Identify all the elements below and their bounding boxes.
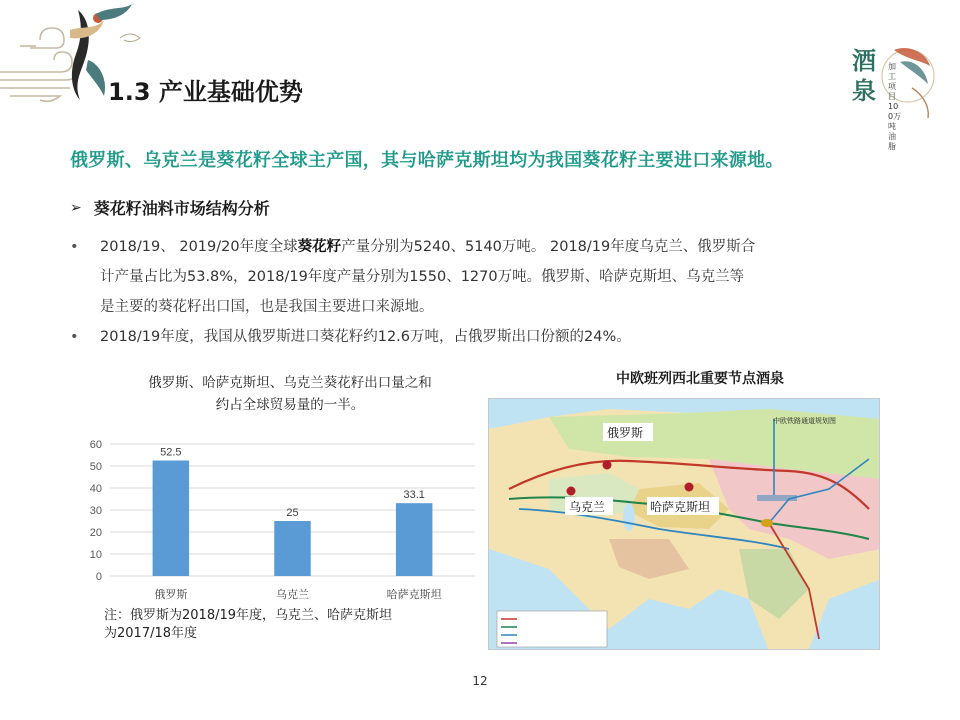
bar-value-label: 25	[286, 507, 299, 519]
y-tick-label: 40	[89, 483, 102, 495]
logo-text: 酒泉	[852, 46, 876, 105]
bullet-line: 计产量占比为53.8%，2018/19年度产量分别为1550、1270万吨。俄罗斯、哈萨克斯坦、乌克兰等	[100, 269, 745, 285]
bar-value-label: 33.1	[403, 489, 425, 502]
logo-subtext: 加工项目 100万吨油脂	[888, 62, 902, 151]
page-number: 12	[472, 674, 488, 688]
bar	[153, 461, 190, 577]
chart-caption: 俄罗斯、哈萨克斯坦、乌克兰葵花籽出口量之和 约占全球贸易量的一半。	[148, 375, 432, 413]
arrow-bullet-icon: ➢	[70, 199, 82, 216]
x-category-label: 哈萨克斯坦	[386, 589, 442, 601]
cloud-ornament-icon	[0, 0, 170, 130]
bar	[274, 521, 311, 576]
railway-map	[488, 398, 880, 650]
page-title: 1.3 产业基础优势	[108, 78, 303, 106]
map-label-kazakhstan: 哈萨克斯坦	[650, 500, 711, 514]
bullet-line: 2018/19、 2019/20年度全球葵花籽产量分别为5240、5140万吨。 2018/19年度乌克兰、俄罗斯合	[100, 239, 756, 255]
russia-marker-icon	[603, 461, 612, 470]
map-caption: 中欧班列西北重要节点酒泉	[616, 371, 784, 387]
bold-term: 葵花籽	[297, 239, 342, 255]
y-tick-label: 30	[89, 505, 102, 517]
y-tick-label: 0	[95, 571, 102, 583]
headline: 俄罗斯、乌克兰是葵花籽全球主产国，其与哈萨克斯坦均为我国葵花籽主要进口来源地。	[70, 150, 784, 171]
y-tick-label: 50	[89, 461, 102, 473]
chart-note: 注：俄罗斯为2018/19年度，乌克兰、哈萨克斯坦 为2017/18年度	[104, 608, 393, 641]
map-label-russia: 俄罗斯	[607, 426, 644, 440]
jiuquan-logo	[830, 40, 940, 151]
ukraine-marker-icon	[567, 487, 576, 496]
y-tick-label: 60	[89, 439, 102, 451]
map-legend-title: 中欧铁路通道规划图	[773, 418, 836, 425]
bullet-dot-icon: •	[70, 239, 79, 255]
export-bar-chart	[80, 430, 480, 610]
y-tick-label: 10	[89, 549, 102, 561]
x-category-label: 俄罗斯	[154, 589, 188, 601]
section-heading	[70, 196, 270, 219]
bullet-line: 是主要的葵花籽出口国，也是我国主要进口来源地。	[100, 299, 434, 315]
y-tick-label: 20	[89, 527, 102, 539]
bullet-item	[70, 232, 870, 322]
map-graphic	[489, 399, 880, 650]
logo-flying-apsara-icon	[830, 40, 940, 130]
map-label-ukraine: 乌克兰	[569, 500, 606, 514]
jiuquan-marker-icon	[761, 519, 773, 527]
x-category-label: 乌克兰	[276, 589, 309, 601]
bullet-item	[70, 322, 870, 352]
section-title: 葵花籽油料市场结构分析	[93, 199, 270, 218]
kazakhstan-marker-icon	[685, 483, 694, 492]
bar-value-label: 52.5	[160, 446, 182, 459]
bullet-line: 2018/19年度，我国从俄罗斯进口葵花籽约12.6万吨，占俄罗斯出口份额的24%。	[100, 329, 631, 345]
bullet-list	[70, 232, 870, 352]
bullet-dot-icon: •	[70, 329, 79, 345]
bar	[396, 503, 433, 576]
